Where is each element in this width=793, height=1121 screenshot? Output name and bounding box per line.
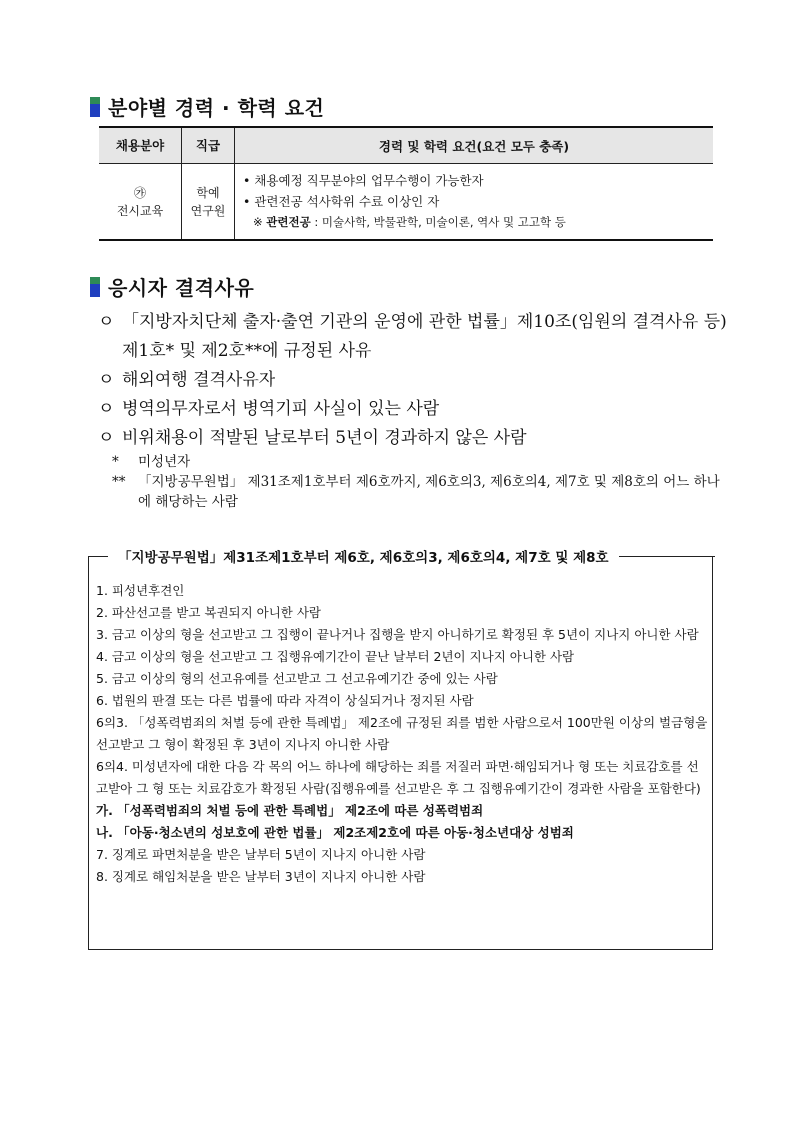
law-excerpt-content [96,580,708,888]
rank-line1: 학예 [196,185,220,200]
requirement-2: • 관련전공 석사학위 수료 이상인 자 [243,194,440,209]
law-line: 1. 피성년후견인 [96,583,185,598]
item-marker: ㅇ [98,399,115,419]
item-marker: ㅇ [98,370,115,390]
note-prefix: ※ [253,215,267,229]
law-excerpt-title [88,545,715,567]
section-title-disqualification [90,272,254,301]
law-line: 6의3. 「성폭력범죄의 처벌 등에 관한 특례법」 제2조에 규정된 죄를 범한 사람으로서 100만원 이상의 벌금형을 선고받고 그 형이 확정된 후 3년이 지나지 아니한 사람 [96,715,708,752]
footnote [112,452,722,472]
header-field: 채용분야 [99,127,182,164]
note-bold: 관련전공 [266,215,311,229]
section-title-text: 분야별 경력 · 학력 요건 [108,96,325,120]
cell-rank [182,164,235,241]
requirement-note [243,212,705,233]
title-rule-right [619,556,715,557]
law-line: 가. 「성폭력범죄의 처벌 등에 관한 특례법」 제2조에 따른 성폭력범죄 [96,803,484,818]
section-bullet-icon [90,277,100,297]
requirement-1: • 채용예정 직무분야의 업무수행이 가능한자 [243,173,484,188]
item-marker: ㅇ [98,312,115,332]
law-line: 5. 금고 이상의 형의 선고유예를 선고받고 그 선고유예기간 중에 있는 사람 [96,671,498,686]
footnote-text: 미성년자 [138,454,191,470]
header-requirements: 경력 및 학력 요건(요건 모두 충족) [235,127,714,164]
list-item [98,395,738,424]
header-rank: 직급 [182,127,235,164]
table-row [99,164,713,241]
field-name: 전시교육 [116,203,164,218]
note-rest: : 미술사학, 박물관학, 미술이론, 역사 및 고고학 등 [310,215,566,229]
law-line: 나. 「아동·청소년의 성보호에 관한 법률」 제2조제2호에 따른 아동·청소년대상 성범죄 [96,825,574,840]
section-title-requirements [90,92,324,121]
footnotes [112,452,722,512]
law-line: 4. 금고 이상의 형을 선고받고 그 집행유예기간이 끝난 날부터 2년이 지나지 아니한 사람 [96,649,575,664]
footnote-marker: * [112,454,119,470]
law-line: 3. 금고 이상의 형을 선고받고 그 집행이 끝나거나 집행을 받지 아니하기로 확정된 후 5년이 지나지 아니한 사람 [96,627,699,642]
rank-line2: 연구원 [190,203,226,218]
item-marker: ㅇ [98,428,115,448]
table-header-row [99,127,713,164]
item-text: 「지방자치단체 출자·출연 기관의 운영에 관한 법률」제10조(임원의 결격사유 등)제1호* 및 제2호**에 규정된 사유 [122,312,727,361]
list-item [98,424,738,453]
list-item [98,366,738,395]
law-line: 8. 징계로 해임처분을 받은 날부터 3년이 지나지 아니한 사람 [96,869,426,884]
field-mark: ㉮ [133,185,146,200]
item-text: 해외여행 결격사유자 [122,370,276,390]
footnote [112,472,722,512]
law-line: 7. 징계로 파면처분을 받은 날부터 5년이 지나지 아니한 사람 [96,847,426,862]
disqualification-list [98,308,738,453]
law-line: 6의4. 미성년자에 대한 다음 각 목의 어느 하나에 해당하는 죄를 저질러 파면·해임되거나 형 또는 치료감호를 선고받아 그 형 또는 치료감호가 확정된 사람(집행유예를 선고받은 후 그 집행유예기간이 경과한 사람을 포함한다) [96,759,701,796]
law-line: 6. 법원의 판결 또는 다른 법률에 따라 자격이 상실되거나 정지된 사람 [96,693,474,708]
list-item [98,308,738,366]
title-rule-left [88,556,108,557]
footnote-text: 「지방공무원법」 제31조제1호부터 제6호까지, 제6호의3, 제6호의4, 제7호 및 제8호의 어느 하나에 해당하는 사람 [138,474,720,510]
law-line: 2. 파산선고를 받고 복권되지 아니한 사람 [96,605,321,620]
section-title-text: 응시자 결격사유 [108,276,255,300]
section-bullet-icon [90,97,100,117]
requirements-table [99,126,713,241]
item-text: 비위채용이 적발된 날로부터 5년이 경과하지 않은 사람 [122,428,527,448]
footnote-marker: ** [112,474,126,490]
item-text: 병역의무자로서 병역기피 사실이 있는 사람 [122,399,440,419]
cell-field [99,164,182,241]
law-excerpt-title-text: 「지방공무원법」제31조제1호부터 제6호, 제6호의3, 제6호의4, 제7호 및 제8호 [118,550,609,566]
cell-requirements [235,164,714,241]
